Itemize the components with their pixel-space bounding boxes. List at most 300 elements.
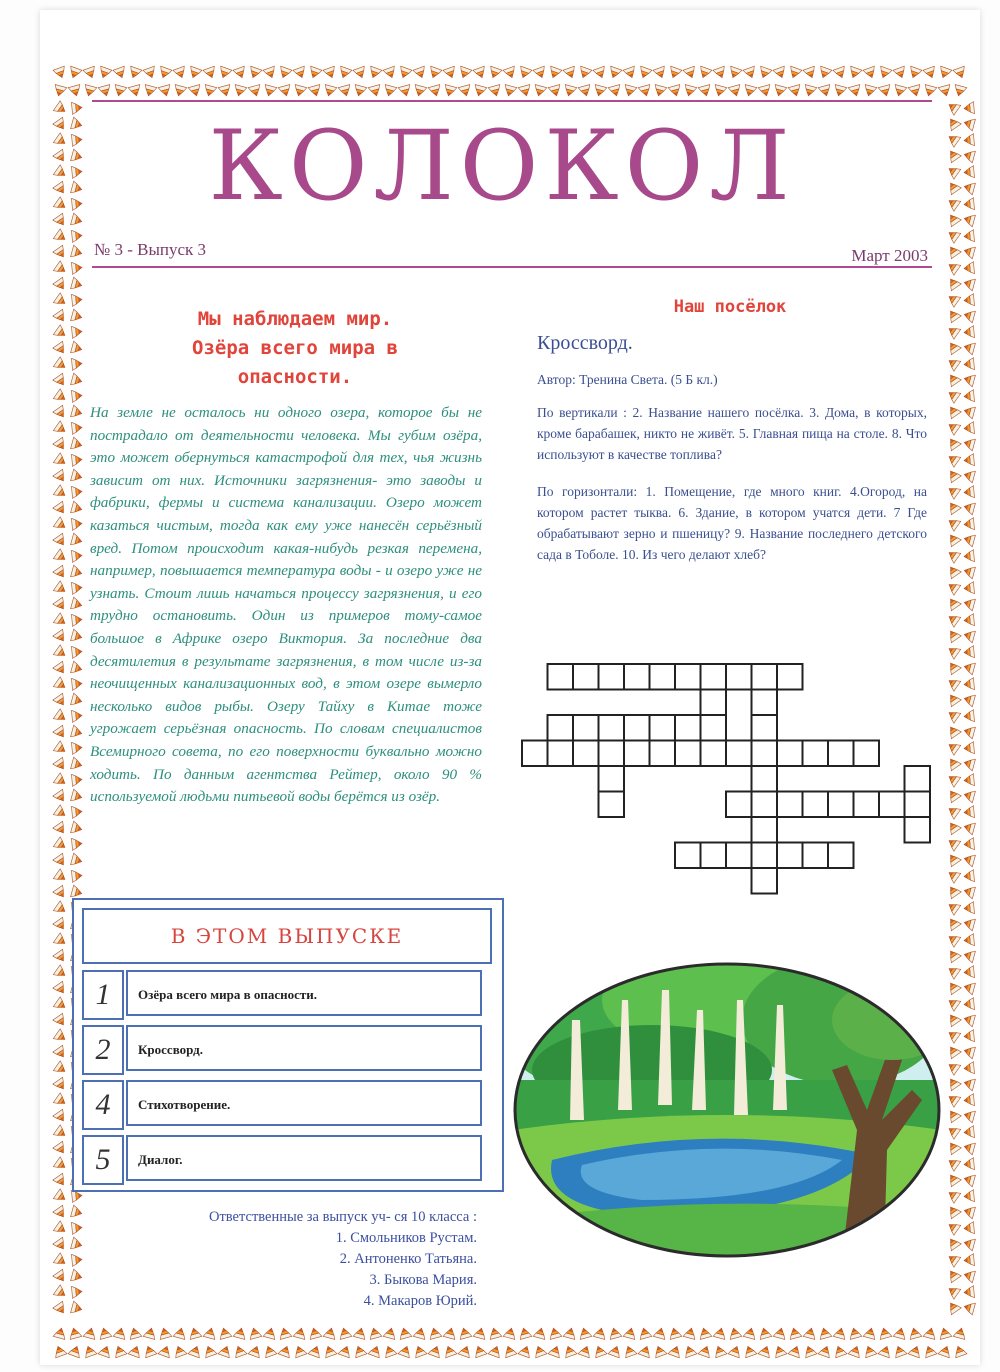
candy-corn-icon: [53, 101, 68, 117]
candy-corn-icon: [518, 1344, 533, 1358]
candy-corn-icon: [563, 66, 578, 80]
candy-corn-icon: [218, 85, 232, 98]
candy-corn-icon: [593, 66, 608, 80]
candy-corn-icon: [472, 1344, 487, 1358]
candy-corn-icon: [83, 85, 97, 98]
candy-corn-icon: [652, 1344, 667, 1358]
crossword-cell: [573, 664, 599, 690]
candy-corn-icon: [946, 628, 962, 643]
candy-corn-icon: [53, 1141, 69, 1156]
candy-corn-icon: [963, 629, 976, 643]
crossword-cell: [752, 868, 778, 894]
candy-corn-icon: [97, 66, 112, 80]
candy-corn-icon: [772, 1344, 787, 1358]
crossword-cell: [573, 715, 599, 741]
candy-corn-icon: [53, 1157, 68, 1173]
candy-corn-icon: [963, 661, 976, 675]
candy-corn-icon: [963, 230, 974, 243]
candy-corn-icon: [278, 85, 292, 98]
crossword-cell: [752, 690, 778, 716]
candy-corn-icon: [963, 501, 976, 515]
candy-corn-icon: [232, 1344, 247, 1358]
candy-corn-icon: [952, 1344, 967, 1358]
crossword-cell: [879, 792, 905, 818]
candy-corn-icon: [68, 1327, 82, 1340]
candy-corn-icon: [963, 1094, 974, 1107]
candy-corn-icon: [203, 1327, 217, 1340]
candy-corn-icon: [946, 164, 961, 180]
crossword-cell: [752, 664, 778, 690]
candy-corn-icon: [53, 709, 68, 725]
credits-person: 3. Быкова Мария.: [369, 1272, 477, 1288]
candy-corn-icon: [71, 133, 82, 146]
candy-corn-icon: [71, 629, 84, 643]
candy-corn-icon: [946, 884, 962, 899]
candy-corn-icon: [818, 1344, 833, 1358]
candy-corn-icon: [946, 564, 962, 579]
candy-corn-icon: [113, 85, 127, 98]
candy-corn-icon: [963, 1205, 976, 1219]
candy-corn-icon: [413, 1327, 427, 1340]
crossword-cell: [854, 741, 880, 767]
candy-corn-icon: [188, 85, 202, 98]
candy-corn-icon: [757, 66, 772, 80]
candy-corn-icon: [578, 1344, 593, 1358]
candy-corn-icon: [71, 261, 82, 274]
crossword-cell: [828, 843, 854, 869]
candy-corn-icon: [907, 66, 922, 80]
crossword-cell: [599, 741, 625, 767]
candy-corn-icon: [128, 1344, 143, 1358]
candy-corn-icon: [53, 1173, 69, 1188]
candy-corn-icon: [53, 901, 68, 917]
candy-corn-icon: [53, 213, 69, 228]
candy-corn-icon: [68, 1344, 83, 1358]
candy-corn-icon: [946, 388, 961, 404]
candy-corn-icon: [946, 100, 961, 116]
candy-corn-icon: [946, 1108, 962, 1123]
candy-corn-icon: [946, 132, 961, 148]
candy-corn-icon: [638, 1344, 653, 1358]
candy-corn-icon: [202, 1344, 217, 1358]
candy-corn-icon: [53, 757, 69, 772]
crossword-cell: [548, 715, 574, 741]
candy-corn-icon: [128, 1327, 142, 1340]
candy-corn-icon: [946, 276, 962, 291]
candy-corn-icon: [608, 1327, 622, 1340]
candy-corn-icon: [963, 966, 974, 979]
candy-corn-icon: [352, 1344, 367, 1358]
toc-item: [82, 970, 488, 1016]
candy-corn-icon: [963, 102, 974, 115]
candy-corn-icon: [188, 1327, 202, 1340]
candy-corn-icon: [53, 165, 68, 181]
candy-corn-icon: [563, 85, 577, 98]
candy-corn-icon: [71, 789, 84, 803]
candy-corn-icon: [71, 357, 82, 370]
candy-corn-icon: [308, 85, 322, 98]
candy-corn-icon: [173, 85, 187, 98]
candy-corn-icon: [938, 1327, 952, 1340]
candy-corn-icon: [71, 277, 84, 291]
candy-corn-icon: [946, 260, 961, 276]
crossword-cell: [854, 792, 880, 818]
candy-corn-icon: [53, 1109, 69, 1124]
candy-corn-icon: [946, 724, 962, 739]
candy-corn-icon: [963, 262, 974, 275]
candy-corn-icon: [292, 1344, 307, 1358]
candy-corn-icon: [143, 85, 157, 98]
candy-corn-icon: [893, 66, 908, 80]
candy-corn-icon: [963, 1013, 976, 1027]
candy-corn-icon: [817, 66, 832, 80]
candy-corn-icon: [71, 661, 84, 675]
candy-corn-icon: [157, 66, 172, 80]
candy-corn-icon: [263, 85, 277, 98]
candy-corn-icon: [668, 1327, 682, 1340]
toc-item-number: 4: [82, 1080, 124, 1130]
candy-corn-icon: [963, 902, 974, 915]
crossword-cell: [752, 741, 778, 767]
candy-corn-icon: [53, 869, 68, 885]
candy-corn-icon: [263, 1327, 277, 1340]
candy-corn-icon: [946, 996, 961, 1012]
candy-corn-icon: [863, 66, 878, 80]
candy-corn-icon: [248, 1344, 263, 1358]
candy-corn-icon: [683, 85, 697, 98]
candy-corn-icon: [963, 757, 976, 771]
crossword-cell: [905, 766, 931, 792]
candy-corn-icon: [71, 597, 84, 611]
candy-corn-icon: [963, 806, 974, 819]
candy-corn-icon: [68, 85, 82, 98]
candy-corn-icon: [963, 1062, 974, 1075]
candy-corn-icon: [233, 1327, 247, 1340]
candy-corn-icon: [53, 469, 69, 484]
candy-corn-icon: [683, 66, 698, 80]
candy-corn-icon: [922, 1344, 937, 1358]
candy-corn-icon: [946, 1028, 961, 1044]
candy-corn-icon: [113, 66, 128, 80]
candy-corn-icon: [653, 66, 668, 80]
candy-corn-icon: [53, 661, 69, 676]
candy-corn-icon: [308, 1344, 323, 1358]
candy-corn-icon: [638, 85, 652, 98]
candy-corn-icon: [963, 885, 976, 899]
candy-corn-icon: [71, 853, 84, 867]
candy-corn-icon: [442, 1344, 457, 1358]
candy-corn-icon: [307, 66, 322, 80]
candy-corn-icon: [946, 308, 962, 323]
candy-corn-icon: [787, 66, 802, 80]
candy-corn-icon: [946, 436, 962, 451]
candy-corn-icon: [963, 1190, 974, 1203]
candy-corn-icon: [98, 1344, 113, 1358]
candy-corn-icon: [963, 277, 976, 291]
toc-item-number: 5: [82, 1135, 124, 1185]
candy-corn-icon: [113, 1327, 127, 1340]
candy-corn-icon: [53, 229, 68, 245]
article-body: На земле не осталось ни одного озера, которое бы не пострадало от деятельности человека. Мы губим озёра, это может обернуться катастрофой для тех, чья жизнь зависит от них. Источники загрязнения- это заводы и фабрики, фермы и система канализации. Озеро может казаться чистым, тогда как ему уже нанесён серьёзный вред. Потом происходит какая-нибудь резкая перемена, например, повышается температура воды - и озеро уже не узнать. Стоит лишь начаться процессу загрязнения, и его трудно остановить. Один из примеров тому-самое большое в Африке озеро Виктория. За последние два десятилетия в результате загрязнения, в том числе из-за неочищенных канализационных вод, в этом озере вымерло несколько видов рыбы. Озеру Тайху в Китае тоже угрожает серьёзная опасность. По словам специалистов Всемирного совета, по его поверхности буквально можно ходить. По данным агентства Рейтер, около 90 % используемой людьми питьевой воды берётся из озёр.: [90, 404, 482, 806]
candy-corn-icon: [488, 1344, 503, 1358]
candy-corn-icon: [382, 1344, 397, 1358]
candy-corn-icon: [946, 948, 962, 963]
candy-corn-icon: [53, 565, 69, 580]
crossword-title: Кроссворд.: [537, 332, 633, 354]
candy-corn-icon: [53, 549, 68, 565]
candy-corn-icon: [923, 1327, 937, 1340]
candy-corn-icon: [71, 197, 82, 210]
candy-corn-icon: [668, 1344, 683, 1358]
candy-corn-icon: [946, 1076, 962, 1091]
article-title: [110, 305, 480, 392]
toc-item-label: Стихотворение.: [126, 1080, 482, 1126]
candy-corn-icon: [532, 1344, 547, 1358]
candy-corn-icon: [946, 116, 962, 131]
crossword-cell: [726, 792, 752, 818]
candy-corn-icon: [788, 85, 802, 98]
candy-corn-icon: [622, 1344, 637, 1358]
toc-item-number: 1: [82, 970, 124, 1020]
candy-corn-icon: [71, 389, 82, 402]
candy-corn-icon: [946, 228, 961, 244]
candy-corn-icon: [53, 1077, 69, 1092]
credits: [182, 1207, 477, 1312]
masthead-top-rule: [92, 100, 932, 102]
candy-corn-icon: [963, 134, 974, 147]
candy-corn-icon: [397, 66, 412, 80]
candy-corn-icon: [963, 373, 976, 387]
candy-corn-icon: [158, 85, 172, 98]
candy-corn-icon: [277, 66, 292, 80]
crossword-cell: [701, 843, 727, 869]
candy-corn-icon: [946, 1092, 961, 1108]
candy-corn-icon: [52, 1344, 67, 1358]
candy-corn-icon: [963, 454, 974, 467]
candy-corn-icon: [323, 1327, 337, 1340]
candy-corn-icon: [963, 149, 976, 163]
candy-corn-icon: [946, 788, 962, 803]
candy-corn-icon: [963, 838, 974, 851]
candy-corn-icon: [713, 85, 727, 98]
candy-corn-icon: [712, 1344, 727, 1358]
candy-corn-icon: [683, 1327, 697, 1340]
candy-corn-icon: [293, 66, 308, 80]
issue-number: № 3 - Выпуск 3: [94, 240, 207, 259]
candy-corn-icon: [128, 85, 142, 98]
candy-corn-icon: [233, 85, 247, 98]
article-title-line: Озёра всего мира в: [192, 337, 398, 359]
candy-corn-icon: [946, 548, 961, 564]
candy-corn-icon: [682, 1344, 697, 1358]
candy-corn-icon: [578, 1327, 592, 1340]
candy-corn-icon: [383, 1327, 397, 1340]
candy-corn-icon: [71, 837, 82, 850]
crossword-cell: [599, 792, 625, 818]
candy-corn-icon: [53, 341, 69, 356]
candy-corn-icon: [963, 934, 974, 947]
candy-corn-icon: [963, 181, 976, 195]
candy-corn-icon: [503, 85, 517, 98]
candy-corn-icon: [878, 1327, 892, 1340]
crossword-cell: [599, 664, 625, 690]
candy-corn-icon: [53, 373, 69, 388]
candy-corn-icon: [848, 1344, 863, 1358]
candy-corn-icon: [53, 629, 69, 644]
candy-corn-icon: [946, 1140, 962, 1155]
candy-corn-icon: [173, 1327, 187, 1340]
candy-corn-icon: [53, 949, 69, 964]
candy-corn-icon: [71, 645, 82, 658]
candy-corn-icon: [53, 693, 69, 708]
crossword-cell: [548, 741, 574, 767]
candy-corn-icon: [758, 1344, 773, 1358]
candy-corn-icon: [593, 1327, 607, 1340]
candy-corn-icon: [53, 1269, 69, 1284]
candy-corn-icon: [832, 1344, 847, 1358]
crossword-horizontal-clues: По горизонтали: 1. Помещение, где много книг. 4.Огород, на котором растет тыква. 6. Здание, в котором учатся дети. 7 Где обрабатывают зерно и пшеницу? 9. Название последнего детского сада в Тоболе. 10. Из чего делают хлеб?: [537, 484, 927, 562]
candy-corn-icon: [908, 1344, 923, 1358]
candy-corn-icon: [547, 66, 562, 80]
candy-corn-icon: [728, 1327, 742, 1340]
crossword-cell: [777, 843, 803, 869]
candy-corn-icon: [473, 85, 487, 98]
candy-corn-icon: [263, 66, 278, 80]
candy-corn-icon: [53, 917, 69, 932]
candy-corn-icon: [71, 325, 82, 338]
candy-corn-icon: [608, 85, 622, 98]
candy-corn-icon: [963, 1158, 974, 1171]
candy-corn-icon: [788, 1344, 803, 1358]
crossword-cell: [828, 792, 854, 818]
candy-corn-icon: [758, 1327, 772, 1340]
candy-corn-icon: [963, 1237, 976, 1251]
candy-corn-icon: [53, 1253, 68, 1269]
candy-corn-icon: [83, 1327, 97, 1340]
candy-corn-icon: [71, 1205, 84, 1219]
candy-corn-icon: [963, 341, 976, 355]
candy-corn-icon: [53, 197, 68, 213]
candy-corn-icon: [946, 1124, 961, 1140]
candy-corn-icon: [963, 710, 974, 723]
candy-corn-icon: [946, 180, 962, 195]
candy-corn-icon: [963, 998, 974, 1011]
candy-corn-icon: [71, 1285, 82, 1298]
candy-corn-icon: [53, 85, 67, 98]
candy-corn-icon: [946, 196, 961, 212]
candy-corn-icon: [71, 517, 82, 530]
crossword-cell: [701, 715, 727, 741]
candy-corn-icon: [818, 85, 832, 98]
candy-corn-icon: [548, 1327, 562, 1340]
candy-corn-icon: [53, 1061, 68, 1077]
candy-corn-icon: [53, 885, 69, 900]
candy-corn-icon: [53, 1029, 68, 1045]
candy-corn-icon: [248, 1327, 262, 1340]
candy-corn-icon: [427, 66, 442, 80]
candy-corn-icon: [112, 1344, 127, 1358]
candy-corn-icon: [963, 917, 976, 931]
candy-corn-icon: [53, 309, 69, 324]
candy-corn-icon: [946, 868, 961, 884]
candy-corn-icon: [742, 1344, 757, 1358]
candy-corn-icon: [818, 1327, 832, 1340]
candy-corn-icon: [946, 900, 961, 916]
candy-corn-icon: [53, 821, 69, 836]
candy-corn-icon: [938, 85, 952, 98]
candy-corn-icon: [53, 933, 68, 949]
candy-corn-icon: [833, 1327, 847, 1340]
candy-corn-icon: [71, 533, 84, 547]
candy-corn-icon: [963, 405, 976, 419]
candy-corn-icon: [83, 66, 98, 80]
candy-corn-icon: [53, 133, 68, 149]
candy-corn-icon: [862, 1344, 877, 1358]
candy-corn-icon: [946, 324, 961, 340]
candy-corn-icon: [803, 85, 817, 98]
candy-corn-icon: [946, 212, 962, 227]
candy-corn-icon: [323, 66, 338, 80]
candy-corn-icon: [713, 66, 728, 80]
candy-corn-icon: [218, 1327, 232, 1340]
candy-corn-icon: [53, 245, 69, 260]
candy-corn-icon: [53, 453, 68, 469]
candy-corn-icon: [963, 326, 974, 339]
candy-corn-icon: [53, 1221, 68, 1237]
candy-corn-icon: [963, 166, 974, 179]
candy-corn-icon: [53, 1301, 69, 1316]
candy-corn-icon: [368, 1344, 383, 1358]
candy-corn-icon: [802, 1344, 817, 1358]
candy-corn-icon: [946, 980, 962, 995]
candy-corn-icon: [533, 1327, 547, 1340]
candy-corn-icon: [278, 1344, 293, 1358]
candy-corn-icon: [53, 533, 69, 548]
candy-corn-icon: [946, 660, 962, 675]
candy-corn-icon: [398, 85, 412, 98]
candy-corn-icon: [963, 565, 976, 579]
candy-corn-icon: [53, 741, 68, 757]
candy-corn-icon: [638, 1327, 652, 1340]
candy-corn-icon: [946, 740, 961, 756]
candy-corn-icon: [562, 1344, 577, 1358]
crossword-cell: [624, 664, 650, 690]
candy-corn-icon: [53, 325, 68, 341]
candy-corn-icon: [71, 613, 82, 626]
candy-corn-icon: [412, 1344, 427, 1358]
candy-corn-icon: [71, 1221, 82, 1234]
candy-corn-icon: [71, 149, 84, 163]
candy-corn-icon: [53, 677, 68, 693]
candy-corn-icon: [368, 85, 382, 98]
candy-corn-icon: [218, 1344, 233, 1358]
crossword-vertical-clues: По вертикали : 2. Название нашего посёлка. 3. Дома, в которых, кроме барабашек, никто не живёт. 5. Главная пища на столе. 8. Что используют в качестве топлива?: [537, 405, 927, 462]
candy-corn-icon: [71, 693, 84, 707]
crossword-cell: [803, 792, 829, 818]
candy-corn-icon: [53, 357, 68, 373]
candy-corn-icon: [217, 66, 232, 80]
article-title-line: опасности.: [237, 366, 353, 388]
credits-person: 1. Смольников Рустам.: [335, 1230, 477, 1246]
candy-corn-icon: [53, 597, 69, 612]
crossword-cell: [573, 741, 599, 767]
candy-corn-icon: [963, 533, 976, 547]
candy-corn-icon: [53, 485, 68, 501]
candy-corn-icon: [428, 85, 442, 98]
crossword-cell: [548, 664, 574, 690]
candy-corn-icon: [946, 916, 962, 931]
candy-corn-icon: [53, 66, 68, 80]
